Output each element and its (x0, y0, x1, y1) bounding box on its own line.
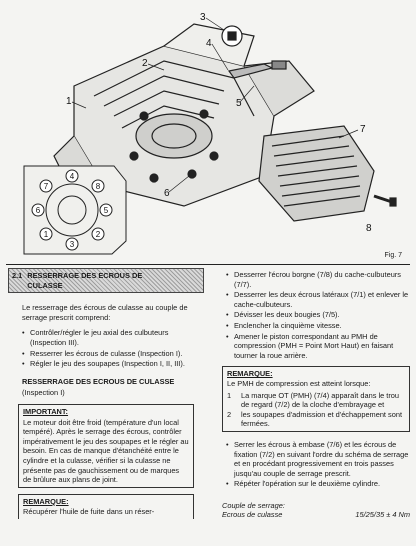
remarque-box-right (222, 366, 410, 432)
list-item: • Desserrer l'écrou borgne (7/8) du cache-culbuteurs (7/7). (234, 270, 410, 289)
section-title: RESSERRAGE DES ECROUS DE CULASSE (27, 271, 143, 290)
callout-5: 5 (236, 98, 242, 109)
remarque-title-right: REMARQUE: (227, 369, 273, 379)
remarque-title-left: REMARQUE: (23, 496, 69, 506)
remarque-body-left: Récupérer l'huile de fuite dans un réser- (23, 507, 155, 517)
torque-order-1: 7 (43, 182, 49, 191)
pmh-conditions (227, 391, 405, 429)
inspection-list (8, 328, 204, 368)
list-item: • Répéter l'opération sur le deuxième cylindre. (234, 479, 410, 489)
callout-7: 7 (360, 124, 366, 135)
callout-3: 3 (200, 12, 206, 23)
callout-2: 2 (142, 58, 148, 69)
torque-order-7: 6 (35, 206, 41, 215)
list-item: • Serrer les écrous à embase (7/6) et les écrous de fixation (7/2) en suivant l'ordre du schéma de serrage et en procédant progressivement en trois passes jusqu'au couple de serrage prescrit. (234, 440, 410, 478)
procedure-list-bottom (222, 440, 410, 489)
torque-row (222, 510, 410, 520)
callout-6: 6 (164, 188, 170, 199)
intro-text: Le resserrage des écrous de culasse au couple de serrage prescrit comprend: (22, 303, 188, 322)
right-column (222, 270, 410, 520)
torque-order-8: 5 (103, 206, 109, 215)
subheading-note: (Inspection I) (22, 388, 65, 398)
figure-caption: Fig. 7 (384, 252, 402, 259)
callout-1: 1 (66, 96, 72, 107)
list-item: 2 les soupapes d'admission et d'échappement sont fermées. (227, 409, 403, 429)
torque-value: 15/25/35 ± 4 Nm (355, 510, 410, 520)
section-number: 2.1 (12, 271, 23, 280)
cylinder-head-drawing (14, 6, 406, 256)
torque-label: Couple de serrage: (222, 500, 285, 510)
remarque-intro: Le PMH de compression est atteint lorsque: (227, 378, 371, 388)
torque-order-4: 2 (95, 230, 101, 239)
torque-item: Ecrous de culasse (222, 510, 283, 520)
list-item: • Resserrer les écrous de culasse (Inspection I). (30, 349, 204, 359)
list-item: • Dévisser les deux bougies (7/5). (234, 310, 410, 320)
torque-order-2: 8 (95, 182, 101, 191)
important-title: IMPORTANT: (23, 406, 69, 416)
section-header (8, 268, 204, 293)
list-item: • Desserrer les deux écrous latéraux (7/1) et enlever le cache-culbuteurs. (234, 290, 410, 309)
list-item: 1 La marque OT (PMH) (7/4) apparaît dans le trou de regard (7/2) de la cloche d'embrayage et (227, 390, 400, 410)
callout-8: 8 (366, 223, 372, 234)
list-item: • Régler le jeu des soupapes (Inspection I, II, III). (30, 359, 204, 369)
engine-illustration (14, 6, 406, 256)
torque-order-6: 3 (69, 240, 75, 249)
procedure-list-top (222, 270, 410, 360)
remarque-box-left (18, 494, 194, 519)
torque-order-3: 1 (43, 230, 49, 239)
important-box (18, 404, 194, 488)
torque-order-5: 4 (69, 172, 75, 181)
list-item: • Contrôler/régler le jeu axial des culbuteurs (Inspection III). (30, 328, 204, 347)
important-body: Le moteur doit être froid (température d'un local tempéré). Après le serrage des écrous, contrôler impérativement le jeu des soupapes et le régler au besoin. En cas de manque d'étanchéité entre le cylindre et la culasse, vérifier si la culasse ne présente pas de gauchissement ou de marques de brûlure aux plans de joint. (23, 417, 189, 485)
left-column (8, 268, 204, 519)
callout-4: 4 (206, 38, 212, 49)
list-item: • Enclencher la cinquième vitesse. (234, 321, 410, 331)
subheading: RESSERRAGE DES ECROUS DE CULASSE (22, 376, 175, 386)
divider (6, 264, 410, 265)
list-item: • Amener le piston correspondant au PMH de compression (PMH = Point Mort Haut) en faisant tourner la roue arrière. (234, 332, 410, 361)
